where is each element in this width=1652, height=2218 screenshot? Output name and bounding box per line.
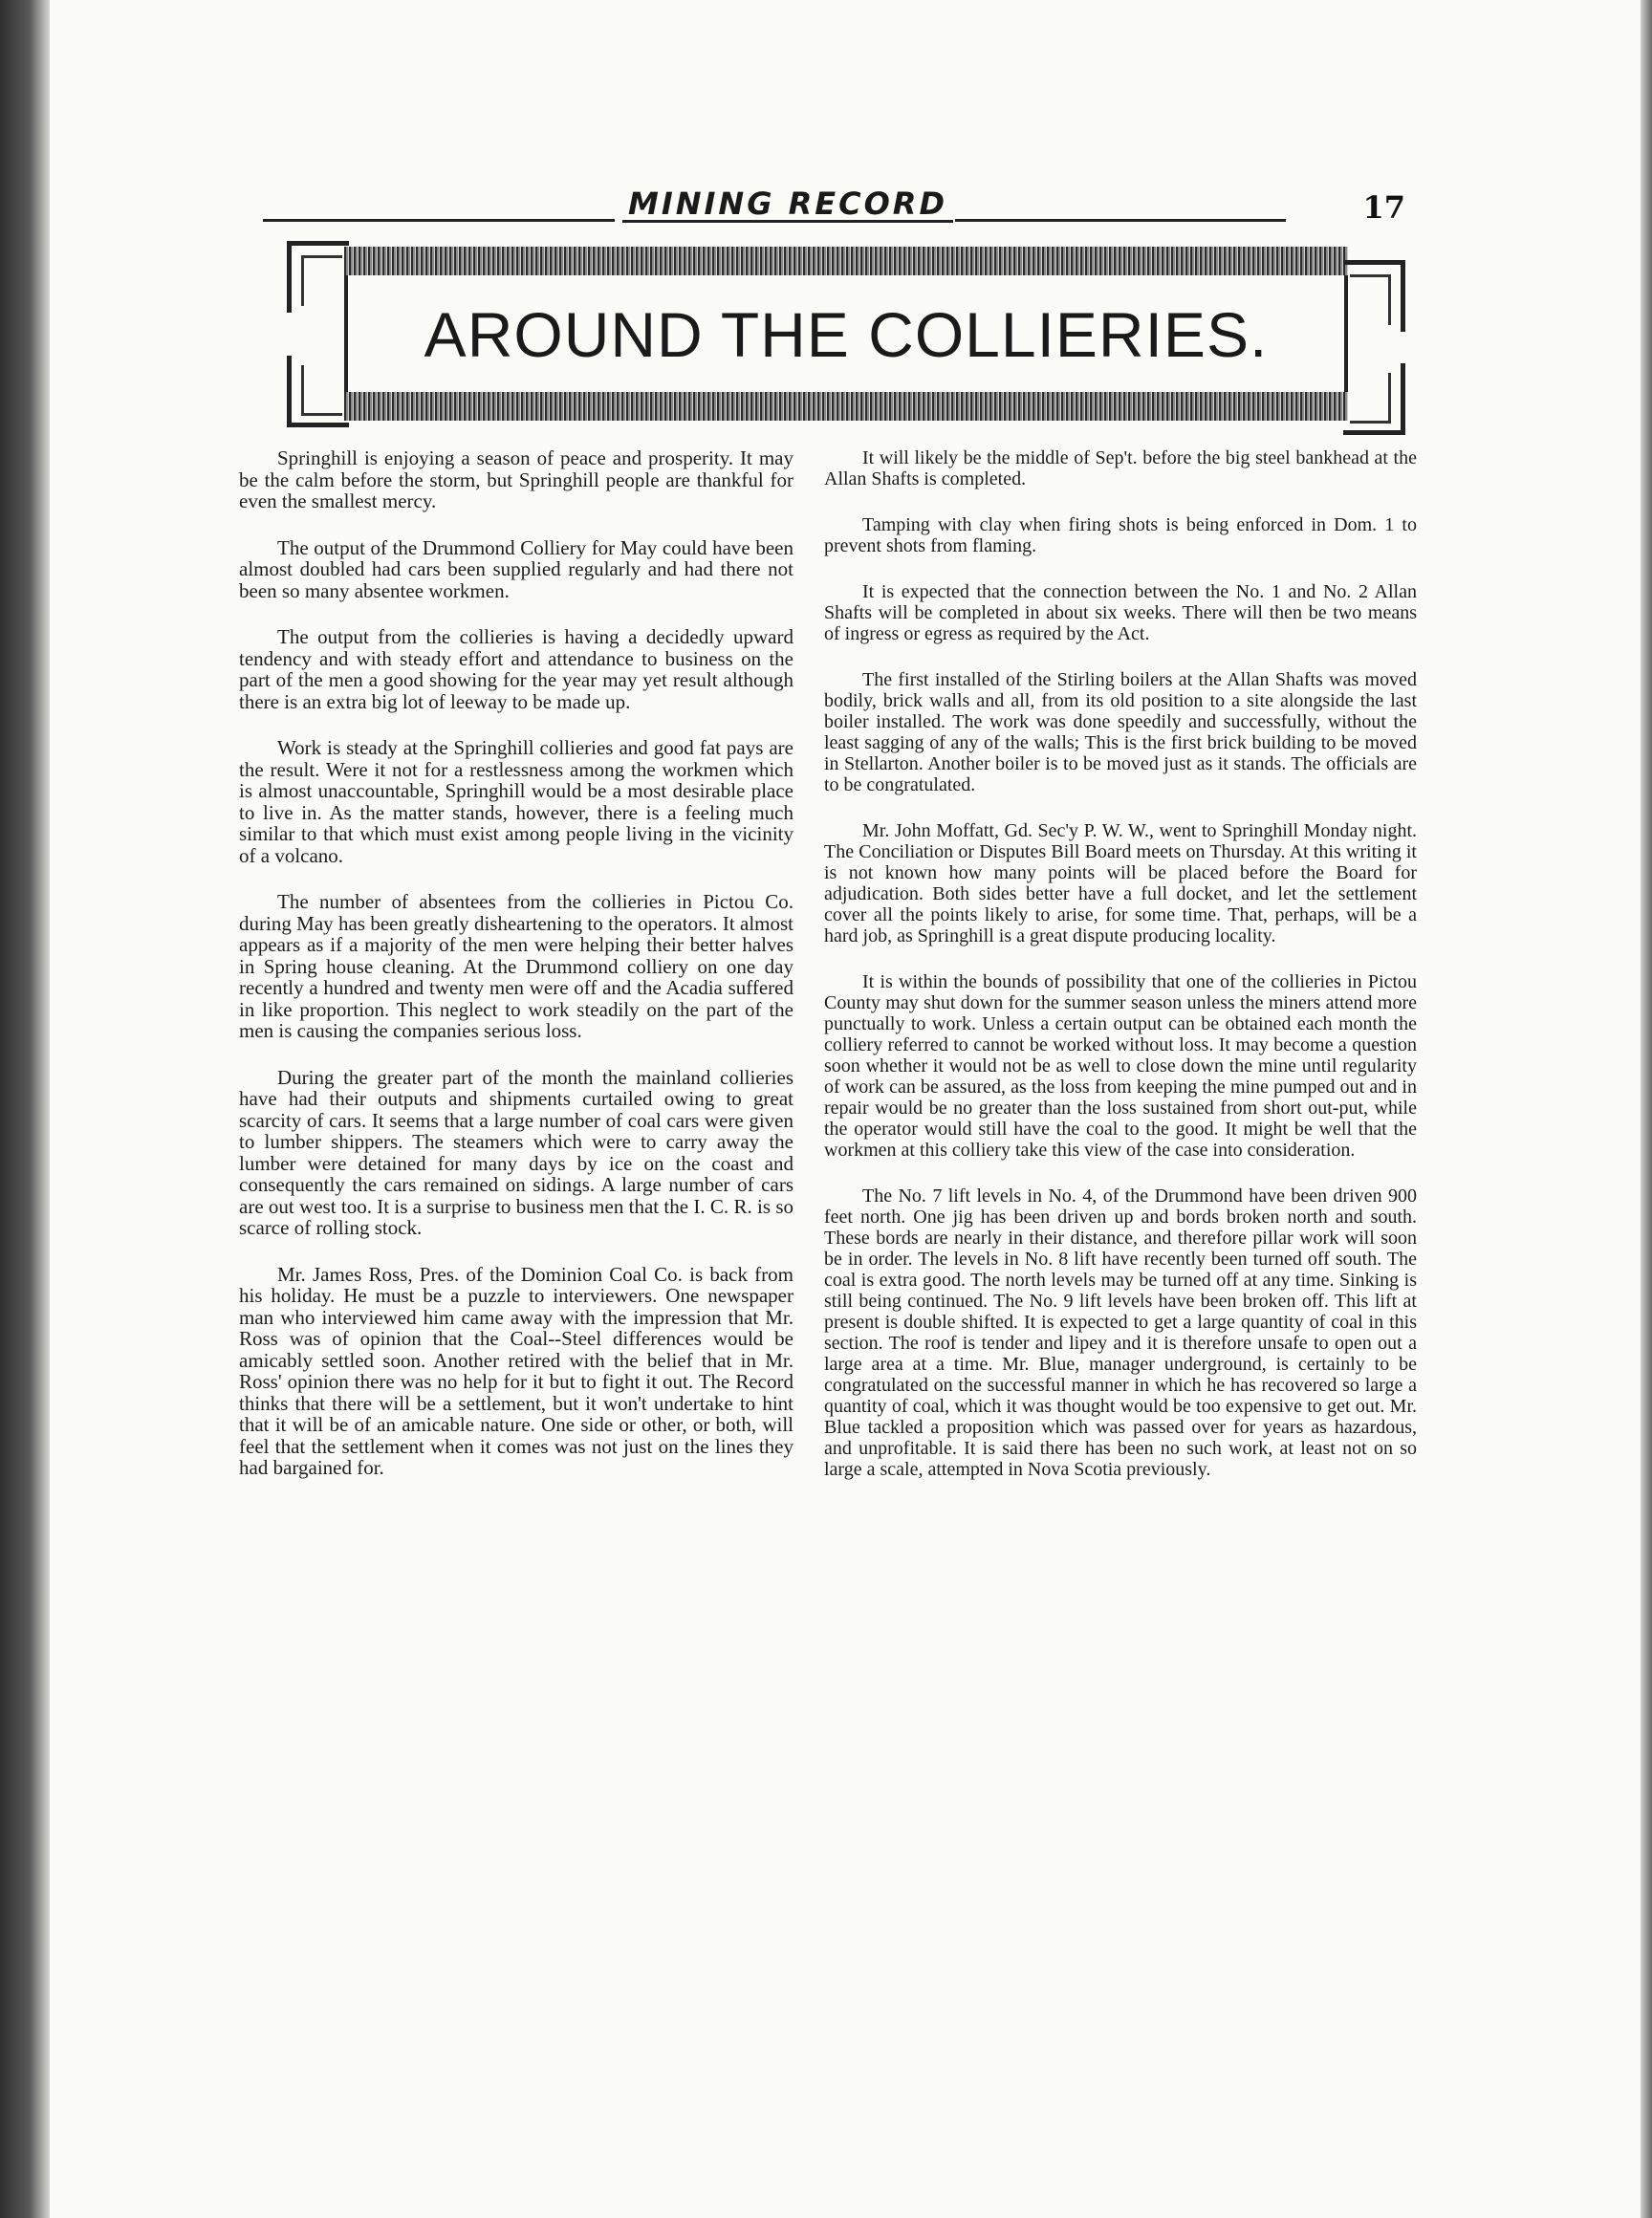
paragraph: It is expected that the connection between the No. 1 and No. 2 Allan Shafts will be completed in about six weeks. There will then be two means of ingress or egress as required by the Act. — [824, 581, 1417, 644]
banner-band-bottom — [344, 392, 1348, 421]
header-rule-right — [955, 219, 1286, 222]
paragraph: The No. 7 lift levels in No. 4, of the Drummond have been driven 900 feet north. One jig has been driven up and bords broken north and south. These bords are nearly in their distance, and therefore pillar work will soon be in order. The levels in No. 8 lift have recently been turned off south. The coal is extra good. The north levels may be turned off at any time. Sinking is still being continued. The No. 9 lift levels have been broken off. This lift at present is double shifted. It is expected to get a large quantity of coal in this section. The roof is tender and lipey and it is therefore unsafe to open out a large area at a time. Mr. Blue, manager underground, is certainly to be congratulated on the successful manner in which he has recovered so large a quantity of coal, which it was thought would be too expensive to get out. Mr. Blue tackled a proposition which was passed over for years as hazardous, and unprofitable. It is said there has been no such work, at least not on so large a scale, attempted in Nova Scotia previously. — [824, 1185, 1417, 1480]
publication-title: MINING RECORD — [622, 187, 953, 223]
paragraph: The number of absentees from the collieries in Pictou Co. during May has been greatly disheartening to the operators. It almost appears as if a majority of the men were helping their better halves in Spring house cleaning. At the Drummond colliery on one day recently a hundred and twenty men were off and the Acadia suffered in like proportion. This neglect to work steadily on the part of the men is causing the companies serious loss. — [239, 890, 793, 1042]
banner-band-top — [344, 247, 1348, 275]
banner-ornament-bottom-left — [287, 356, 349, 427]
banner-ornament-bottom-right — [1343, 363, 1405, 435]
paragraph: During the greater part of the month the mainland collieries have had their outputs and shipments curtailed owing to great scarcity of cars. It seems that a large number of coal cars were given to lumber shippers. The steamers which were to carry away the lumber were detained for many days by ice on the coast and consequently the cars remained on sidings. A large number of cars are out west too. It is a surprise to business men that the I. C. R. is so scarce of rolling stock. — [239, 1065, 793, 1239]
paragraph: Mr. James Ross, Pres. of the Dominion Coal Co. is back from his holiday. He must be a puzzle to interviewers. One newspaper man who interviewed him came away with the impression that Mr. Ross was of opinion that the Coal--Steel differences would be amicably settled soon. Another retired with the belief that in Mr. Ross' opinion there was no help for it but to fight it out. The Record thinks that there will be a settlement, but it won't undertake to hint that it will be of an amicable nature. One side or other, or both, will feel that the settlement when it comes was not just on the lines they had bargained for. — [239, 1262, 793, 1479]
paragraph: Work is steady at the Springhill collieries and good fat pays are the result. Were it not for a restlessness among the workmen which is almost unaccountable, Springhill would be a most desirable place to live in. As the matter stands, however, there is a feeling much similar to that which must exist among people living in the vicinity of a volcano. — [239, 736, 793, 867]
paragraph: The output of the Drummond Colliery for May could have been almost doubled had cars been supplied regularly and had there not been so many absentee workmen. — [239, 535, 793, 602]
header-rule-left — [263, 219, 615, 222]
running-header — [263, 187, 1405, 235]
left-column — [239, 447, 793, 1504]
paragraph: Tamping with clay when firing shots is being enforced in Dom. 1 to prevent shots from flaming. — [824, 514, 1417, 556]
paragraph: The first installed of the Stirling boilers at the Allan Shafts was moved bodily, brick walls and all, from its old position to a site alongside the last boiler installed. The work was done speedily and successfully, without the least sagging of any of the walls; This is the first brick building to be moved in Stellarton. Another boiler is to be moved just as it stands. The officials are to be congratulated. — [824, 669, 1417, 795]
banner-ornament-top-right — [1343, 260, 1405, 332]
article-title: AROUND THE COLLIERIES. — [424, 299, 1269, 370]
paragraph: Springhill is enjoying a season of peace and prosperity. It may be the calm before the storm, but Springhill people are thankful for even the smallest mercy. — [239, 446, 793, 512]
paragraph: The output from the collieries is having a decidedly upward tendency and with steady effort and attendance to business on the part of the men a good showing for the year may yet result although there is an extra big lot of leeway to be made up. — [239, 625, 793, 713]
paragraph: It is within the bounds of possibility that one of the collieries in Pictou County may shut down for the summer season unless the miners attend more punctually to work. Unless a certain output can be obtained each month the colliery referred to cannot be worked without loss. It may become a question soon whether it would not be as well to close down the mine until regularity of work can be assured, as the loss from keeping the mine pumped out and in repair would be no greater than the loss sustained from short out-put, while the operator would still have the coal to the good. It might be well that the workmen at this colliery take this view of the case into consideration. — [824, 971, 1417, 1161]
page-binding-shadow — [0, 0, 50, 2218]
right-column — [824, 447, 1417, 1505]
page-edge-shadow — [1641, 0, 1652, 2218]
paragraph: Mr. John Moffatt, Gd. Sec'y P. W. W., went to Springhill Monday night. The Conciliation or Disputes Bill Board meets on Thursday. At this writing it is not known how many points will be placed before the Board for adjudication. Both sides better have a full docket, and let the settlement cover all the points likely to arise, for some time. That, perhaps, will be a hard job, as Springhill is a great dispute producing locality. — [824, 820, 1417, 946]
page-number: 17 — [1362, 189, 1405, 226]
article-title-banner — [287, 241, 1405, 427]
banner-ornament-top-left — [287, 241, 349, 313]
paragraph: It will likely be the middle of Sep't. before the big steel bankhead at the Allan Shafts is completed. — [824, 447, 1417, 489]
